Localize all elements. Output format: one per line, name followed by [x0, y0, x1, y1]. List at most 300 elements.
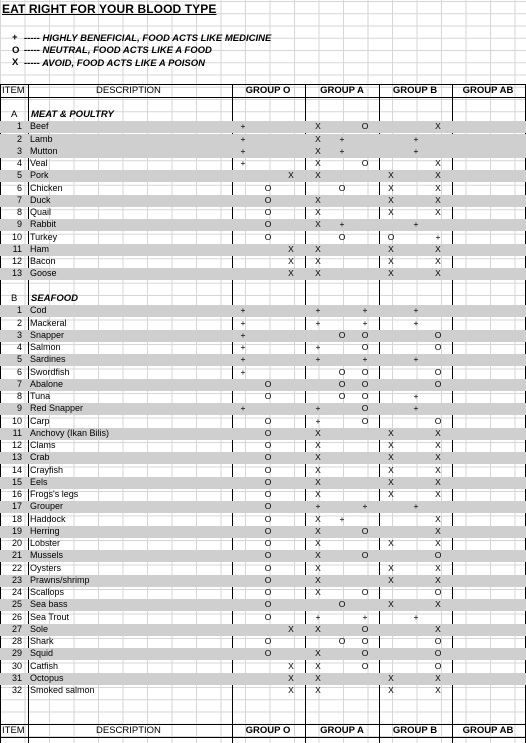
rating-beneficial: + [315, 611, 321, 622]
header-rule [0, 97, 526, 98]
item-description: Mackeral [30, 317, 67, 328]
rating-neutral: O [434, 329, 442, 340]
rating-neutral: O [264, 489, 272, 499]
section-name: MEAT & POULTRY [31, 109, 114, 120]
rating-avoid: X [388, 685, 394, 695]
item-number: 29 [11, 648, 22, 659]
item-number: 20 [11, 538, 22, 548]
rating-neutral: O [434, 378, 442, 389]
rating-beneficial: + [339, 219, 345, 230]
item-number: 15 [11, 476, 22, 487]
rating-avoid: X [435, 476, 441, 487]
item-number: 12 [11, 440, 22, 450]
rating-neutral: O [264, 464, 272, 475]
rating-avoid: X [388, 440, 394, 450]
header-group-1: GROUP O [245, 724, 291, 736]
item-number: 7 [16, 194, 22, 205]
rating-avoid: X [315, 513, 321, 524]
legend-text-x: ----- AVOID, FOOD ACTS LIKE A POISON [24, 58, 206, 69]
rating-avoid: X [288, 243, 294, 254]
rating-neutral: O [434, 648, 442, 659]
item-number: 22 [11, 562, 22, 573]
rating-avoid: X [288, 256, 294, 266]
rating-neutral: O [264, 611, 272, 622]
rating-beneficial: + [435, 231, 441, 242]
rating-neutral: O [361, 342, 369, 352]
item-description: Anchovy (Ikan Bilis) [30, 427, 110, 438]
rating-avoid: X [315, 427, 321, 438]
legend-symbol-x: X [12, 57, 19, 68]
item-description: Salmon [30, 342, 61, 352]
rating-avoid: X [315, 158, 321, 168]
row-shade [0, 305, 526, 317]
item-description: Frogs's legs [30, 489, 79, 499]
rating-beneficial: + [315, 501, 321, 512]
rating-avoid: X [315, 121, 321, 132]
item-number: 2 [16, 317, 22, 328]
item-number: 25 [11, 599, 22, 610]
rating-avoid: X [315, 538, 321, 548]
item-number: 28 [11, 636, 22, 646]
rating-beneficial: + [315, 354, 321, 365]
item-description: Pork [30, 170, 49, 181]
rating-neutral: O [264, 513, 272, 524]
rating-avoid: X [315, 194, 321, 205]
rating-neutral: O [264, 452, 272, 463]
row-shade [0, 673, 526, 685]
rating-neutral: O [361, 525, 369, 536]
rating-beneficial: + [413, 501, 419, 512]
rating-avoid: X [435, 268, 441, 279]
rating-beneficial: + [413, 305, 419, 316]
header-group-4: GROUP AB [462, 84, 514, 96]
rating-avoid: X [315, 464, 321, 475]
rating-neutral: O [338, 182, 346, 193]
item-number: 23 [11, 574, 22, 585]
rating-avoid: X [315, 685, 321, 695]
legend-text-plus: ----- HIGHLY BENEFICIAL, FOOD ACTS LIKE MEDICINE [24, 33, 272, 44]
item-description: Chicken [30, 182, 63, 193]
item-number: 7 [16, 378, 22, 389]
rating-avoid: X [388, 256, 394, 266]
rating-avoid: X [388, 268, 394, 279]
rating-neutral: O [264, 476, 272, 487]
rating-avoid: X [315, 133, 321, 144]
rating-neutral: O [264, 378, 272, 389]
item-description: Clams [30, 440, 56, 450]
item-description: Bacon [30, 256, 56, 266]
item-number: 27 [11, 623, 22, 634]
rating-neutral: O [338, 636, 346, 646]
rating-avoid: X [388, 599, 394, 610]
item-description: Shark [30, 636, 54, 646]
rating-avoid: X [435, 464, 441, 475]
item-description: Crab [30, 452, 50, 463]
rating-neutral: O [434, 660, 442, 671]
rating-neutral: O [264, 525, 272, 536]
item-number: 12 [11, 256, 22, 266]
item-number: 6 [16, 182, 22, 193]
item-number: 4 [16, 158, 22, 168]
rating-avoid: X [315, 440, 321, 450]
rating-avoid: X [388, 452, 394, 463]
rating-beneficial: + [413, 403, 419, 414]
rating-neutral: O [264, 648, 272, 659]
header-group-3: GROUP B [392, 724, 438, 736]
header-rule [0, 737, 526, 738]
item-number: 11 [12, 427, 22, 438]
rating-avoid: X [315, 219, 321, 230]
row-shade [0, 330, 526, 342]
rating-avoid: X [435, 538, 441, 548]
rating-avoid: X [315, 648, 321, 659]
item-number: 8 [16, 207, 22, 217]
item-description: Haddock [30, 513, 66, 524]
rating-neutral: O [387, 231, 395, 242]
rating-neutral: O [264, 550, 272, 561]
item-number: 5 [16, 170, 22, 181]
rating-avoid: X [315, 623, 321, 634]
header-description: DESCRIPTION [96, 84, 161, 96]
rating-beneficial: + [240, 158, 246, 168]
item-description: Red Snapper [30, 403, 84, 414]
rating-avoid: X [435, 158, 441, 168]
item-description: Oysters [30, 562, 62, 573]
rating-avoid: X [388, 170, 394, 181]
rating-beneficial: + [315, 317, 321, 328]
row-shade [0, 134, 526, 146]
rating-neutral: O [338, 378, 346, 389]
rating-neutral: O [264, 538, 272, 548]
rating-neutral: O [264, 415, 272, 426]
rating-neutral: O [338, 599, 346, 610]
rating-beneficial: + [362, 611, 368, 622]
item-number: 5 [16, 354, 22, 365]
item-number: 21 [11, 550, 22, 561]
rating-neutral: O [434, 550, 442, 561]
row-shade [0, 354, 526, 366]
rating-beneficial: + [339, 133, 345, 144]
rating-avoid: X [388, 464, 394, 475]
item-number: 1 [16, 121, 22, 132]
rating-avoid: X [288, 170, 294, 181]
rating-neutral: O [264, 207, 272, 217]
item-description: Eels [30, 476, 48, 487]
item-number: 13 [11, 268, 22, 279]
section-letter: B [11, 293, 18, 304]
rating-avoid: X [315, 489, 321, 499]
rating-avoid: X [435, 182, 441, 193]
rating-avoid: X [388, 562, 394, 573]
rating-neutral: O [338, 231, 346, 242]
rating-avoid: X [388, 476, 394, 487]
rating-avoid: X [435, 207, 441, 217]
item-number: 2 [16, 133, 22, 144]
rating-neutral: O [264, 587, 272, 597]
rating-avoid: X [315, 452, 321, 463]
rating-neutral: O [264, 182, 272, 193]
rating-neutral: O [361, 415, 369, 426]
header-description: DESCRIPTION [96, 724, 161, 736]
item-number: 3 [16, 145, 22, 156]
item-number: 10 [11, 415, 22, 426]
rating-avoid: X [435, 256, 441, 266]
rating-avoid: X [435, 427, 441, 438]
rating-beneficial: + [362, 354, 368, 365]
rating-avoid: X [315, 672, 321, 683]
rating-neutral: O [434, 415, 442, 426]
item-description: Sea Trout [30, 611, 70, 622]
item-number: 9 [16, 403, 22, 414]
rating-neutral: O [338, 391, 346, 401]
item-description: Beef [30, 121, 49, 132]
rating-neutral: O [338, 366, 346, 377]
item-description: Duck [30, 194, 51, 205]
rating-neutral: O [264, 391, 272, 401]
rating-neutral: O [361, 329, 369, 340]
rating-beneficial: + [240, 145, 246, 156]
item-number: 17 [11, 501, 22, 512]
section-letter: A [11, 109, 18, 120]
rating-avoid: X [315, 562, 321, 573]
rating-beneficial: + [240, 403, 246, 414]
rating-neutral: O [338, 329, 346, 340]
rating-avoid: X [288, 685, 294, 695]
rating-avoid: X [315, 550, 321, 561]
rating-avoid: X [315, 574, 321, 585]
rating-neutral: O [434, 587, 442, 597]
item-description: Crayfish [30, 464, 64, 475]
item-number: 16 [11, 489, 22, 499]
item-description: Cod [30, 305, 47, 316]
item-description: Quail [30, 207, 52, 217]
item-description: Scallops [30, 587, 65, 597]
rating-neutral: O [264, 562, 272, 573]
row-shade [0, 170, 526, 182]
rating-avoid: X [435, 489, 441, 499]
item-description: Rabbit [30, 219, 57, 230]
item-description: Herring [30, 525, 60, 536]
row-shade [0, 146, 526, 158]
rating-avoid: X [388, 207, 394, 217]
item-description: Tuna [30, 391, 51, 401]
rating-neutral: O [264, 636, 272, 646]
rating-beneficial: + [339, 513, 345, 524]
item-description: Squid [30, 648, 54, 659]
item-number: 13 [11, 452, 22, 463]
rating-avoid: X [435, 685, 441, 695]
rating-avoid: X [388, 672, 394, 683]
rating-avoid: X [388, 427, 394, 438]
rating-avoid: X [315, 660, 321, 671]
rating-neutral: O [361, 378, 369, 389]
rating-beneficial: + [240, 133, 246, 144]
rating-avoid: X [435, 452, 441, 463]
rating-neutral: O [361, 366, 369, 377]
item-number: 26 [11, 611, 22, 622]
item-number: 4 [16, 342, 22, 352]
item-number: 19 [11, 525, 22, 536]
item-description: Turkey [30, 231, 58, 242]
rating-neutral: O [264, 231, 272, 242]
rating-beneficial: + [413, 611, 419, 622]
header-item: ITEM [2, 84, 25, 96]
rating-beneficial: + [315, 305, 321, 316]
rating-avoid: X [315, 145, 321, 156]
rating-beneficial: + [413, 133, 419, 144]
rating-beneficial: + [362, 317, 368, 328]
item-description: Swordfish [30, 366, 70, 377]
item-description: Sea bass [30, 599, 68, 610]
rating-avoid: X [435, 599, 441, 610]
item-number: 10 [11, 231, 22, 242]
rating-avoid: X [288, 660, 294, 671]
rating-neutral: O [361, 587, 369, 597]
rating-beneficial: + [339, 145, 345, 156]
rating-avoid: X [288, 623, 294, 634]
rating-beneficial: + [413, 391, 419, 401]
item-number: 14 [11, 464, 22, 475]
rating-beneficial: + [315, 342, 321, 352]
rating-neutral: O [264, 574, 272, 585]
header-group-3: GROUP B [392, 84, 438, 96]
rating-beneficial: + [240, 342, 246, 352]
rating-avoid: X [388, 489, 394, 499]
item-number: 8 [16, 391, 22, 401]
rating-beneficial: + [362, 501, 368, 512]
rating-avoid: X [288, 268, 294, 279]
rating-beneficial: + [240, 317, 246, 328]
rating-avoid: X [435, 121, 441, 132]
item-description: Goose [30, 268, 57, 279]
rating-avoid: X [315, 525, 321, 536]
rating-avoid: X [288, 672, 294, 683]
rating-avoid: X [435, 623, 441, 634]
rating-avoid: X [435, 574, 441, 585]
item-description: Sardines [30, 354, 66, 365]
rating-neutral: O [361, 660, 369, 671]
header-group-4: GROUP AB [462, 724, 514, 736]
rating-neutral: O [264, 599, 272, 610]
row-shade [0, 244, 526, 256]
rating-neutral: O [361, 636, 369, 646]
rating-neutral: O [264, 440, 272, 450]
rating-neutral: O [264, 501, 272, 512]
row-shade [0, 121, 526, 133]
rating-beneficial: + [362, 305, 368, 316]
item-description: Prawns/shrimp [30, 574, 90, 585]
rating-avoid: X [388, 574, 394, 585]
rating-avoid: X [435, 562, 441, 573]
rating-neutral: O [434, 342, 442, 352]
item-number: 9 [16, 219, 22, 230]
item-description: Mutton [30, 145, 58, 156]
rating-avoid: X [315, 256, 321, 266]
rating-avoid: X [315, 268, 321, 279]
rating-neutral: O [361, 623, 369, 634]
header-rule [0, 724, 526, 725]
rating-beneficial: + [413, 219, 419, 230]
item-description: Smoked salmon [30, 685, 95, 695]
item-number: 18 [11, 513, 22, 524]
rating-beneficial: + [240, 121, 246, 132]
item-description: Catfish [30, 660, 59, 671]
rating-avoid: X [388, 182, 394, 193]
rating-beneficial: + [413, 354, 419, 365]
rating-neutral: O [434, 636, 442, 646]
rating-avoid: X [388, 538, 394, 548]
rating-beneficial: + [240, 305, 246, 316]
page-title: EAT RIGHT FOR YOUR BLOOD TYPE [2, 2, 217, 16]
rating-avoid: X [435, 243, 441, 254]
legend-symbol-plus: + [12, 32, 18, 43]
item-number: 6 [16, 366, 22, 377]
legend-text-o: ----- NEUTRAL, FOOD ACTS LIKE A FOOD [24, 45, 212, 56]
item-description: Mussels [30, 550, 64, 561]
rating-avoid: X [315, 170, 321, 181]
rating-neutral: O [361, 648, 369, 659]
item-description: Ham [30, 243, 50, 254]
item-number: 24 [11, 587, 22, 597]
rating-avoid: X [435, 513, 441, 524]
rating-neutral: O [361, 550, 369, 561]
rating-avoid: X [435, 672, 441, 683]
section-name: SEAFOOD [31, 293, 78, 304]
rating-beneficial: + [240, 329, 246, 340]
rating-avoid: X [388, 243, 394, 254]
rating-beneficial: + [240, 354, 246, 365]
item-description: Veal [30, 158, 48, 168]
header-group-2: GROUP A [320, 84, 364, 96]
item-number: 3 [16, 329, 22, 340]
rating-avoid: X [315, 243, 321, 254]
item-description: Octopus [30, 672, 64, 683]
rating-avoid: X [315, 207, 321, 217]
row-shade [0, 624, 526, 636]
item-number: 11 [12, 243, 22, 254]
rating-neutral: O [361, 121, 369, 132]
rating-avoid: X [435, 194, 441, 205]
rating-avoid: X [388, 194, 394, 205]
legend-symbol-o: O [12, 45, 20, 56]
rating-neutral: O [361, 158, 369, 168]
rating-beneficial: + [315, 415, 321, 426]
item-description: Lamb [30, 133, 53, 144]
rating-avoid: X [315, 587, 321, 597]
item-description: Abalone [30, 378, 64, 389]
rating-beneficial: + [413, 145, 419, 156]
rating-neutral: O [264, 427, 272, 438]
header-group-2: GROUP A [320, 724, 364, 736]
row-shade [0, 268, 526, 280]
item-description: Lobster [30, 538, 61, 548]
item-number: 1 [16, 305, 22, 316]
rating-avoid: X [435, 170, 441, 181]
item-description: Snapper [30, 329, 65, 340]
rating-neutral: O [434, 366, 442, 377]
rating-beneficial: + [413, 317, 419, 328]
item-description: Carp [30, 415, 50, 426]
header-item: ITEM [2, 724, 25, 736]
header-group-1: GROUP O [245, 84, 291, 96]
rating-neutral: O [264, 219, 272, 230]
item-number: 32 [11, 685, 22, 695]
rating-avoid: X [435, 440, 441, 450]
item-number: 30 [11, 660, 22, 671]
rating-neutral: O [264, 194, 272, 205]
rating-avoid: X [435, 525, 441, 536]
rating-neutral: O [361, 391, 369, 401]
